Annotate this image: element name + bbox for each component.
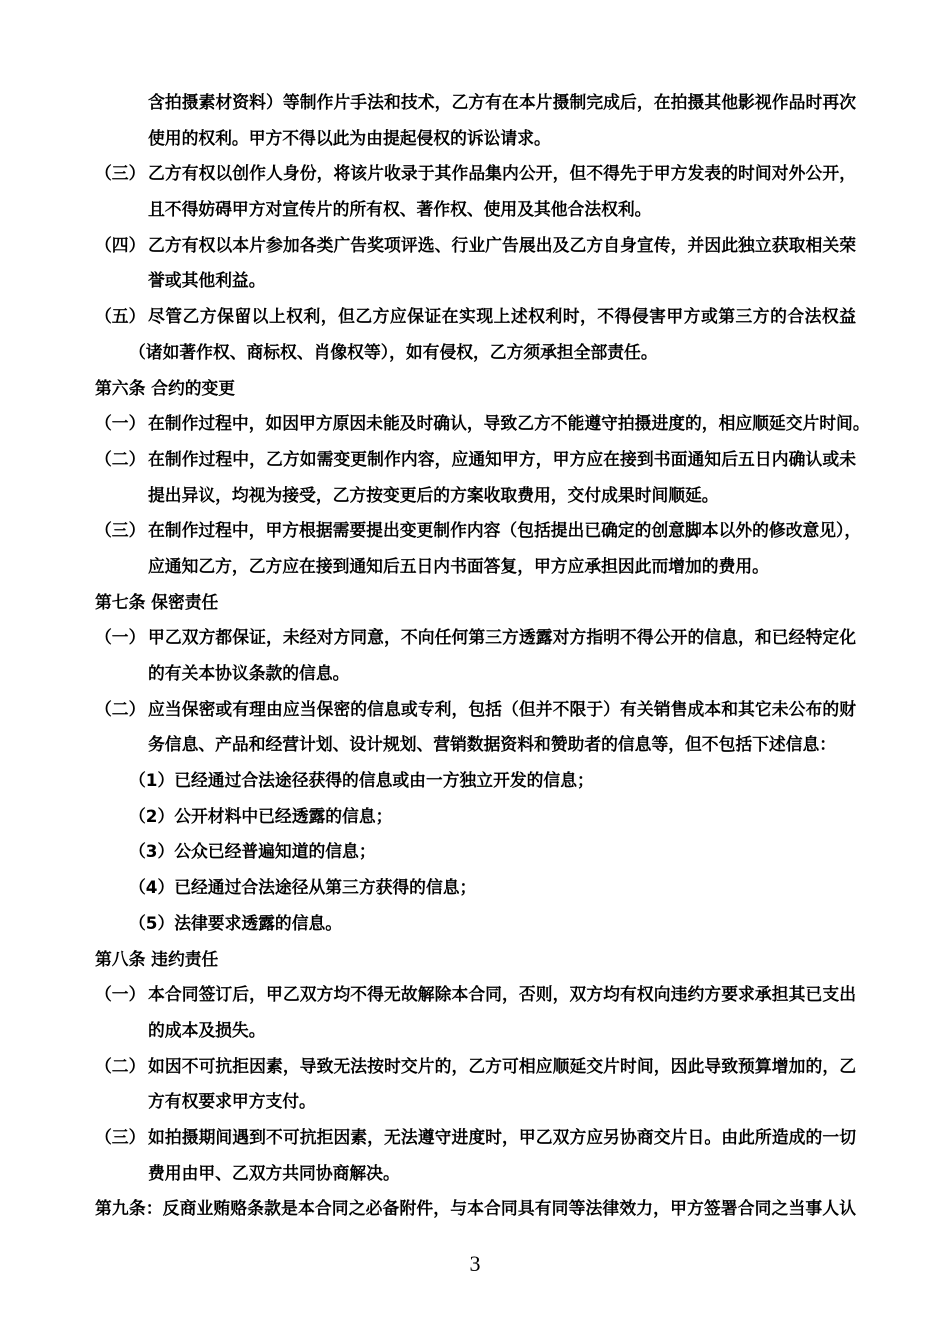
line-text: 乙方有权以创作人身份，将该片收录于其作品集内公开，但不得先于甲方发表的时间对外公开，	[148, 163, 856, 184]
sub-item	[95, 763, 856, 799]
section-heading	[95, 942, 856, 978]
item-marker: （一）	[95, 627, 146, 648]
paragraph	[95, 692, 856, 763]
sub-item	[95, 834, 856, 870]
paragraph	[95, 442, 856, 513]
text-line	[95, 692, 856, 728]
item-marker: （二）	[95, 698, 146, 719]
paragraph	[95, 85, 856, 156]
item-marker: （一）	[95, 984, 146, 1005]
line-text: 务信息、产品和经营计划、设计规划、营销数据资料和赞助者的信息等，但不包括下述信息：	[148, 734, 837, 755]
line-text: 第七条 保密责任	[95, 591, 219, 612]
line-text: 在制作过程中，甲方根据需要提出变更制作内容（包括提出已确定的创意脚本以外的修改意见），	[148, 520, 862, 541]
line-text: （4）已经通过合法途径从第三方获得的信息；	[129, 877, 477, 898]
text-line	[95, 656, 856, 692]
item-marker: （三）	[95, 1126, 146, 1147]
line-text: 的有关本协议条款的信息。	[148, 663, 350, 683]
line-text: 在制作过程中，如因甲方原因未能及时确认，导致乙方不能遵守拍摄进度的，相应顺延交片时间。	[148, 413, 870, 434]
item-marker: （二）	[95, 448, 146, 469]
paragraph	[95, 1049, 856, 1120]
text-line	[95, 263, 856, 299]
clause-paragraph	[95, 1191, 856, 1227]
line-text: 应通知乙方，乙方应在接到通知后五日内书面答复，甲方应承担因此而增加的费用。	[148, 555, 769, 576]
text-line	[95, 942, 856, 978]
text-line	[95, 727, 856, 763]
line-text: 誉或其他利益。	[148, 270, 266, 291]
text-line	[95, 371, 856, 407]
paragraph	[95, 156, 856, 227]
text-line	[95, 156, 856, 192]
line-text: （诸如著作权、商标权、肖像权等），如有侵权，乙方须承担全部责任。	[129, 341, 658, 362]
item-marker: （一）	[95, 413, 146, 434]
text-line	[95, 1049, 856, 1085]
text-line	[95, 1156, 856, 1192]
line-text: （3）公众已经普遍知道的信息；	[129, 841, 376, 862]
text-line	[95, 1120, 856, 1156]
paragraph	[95, 1120, 856, 1191]
text-line	[95, 977, 856, 1013]
paragraph	[95, 228, 856, 299]
text-line	[95, 620, 856, 656]
sub-item	[95, 799, 856, 835]
line-text: 第六条 合约的变更	[95, 377, 236, 398]
item-marker: （二）	[95, 1055, 146, 1076]
text-line	[95, 335, 856, 371]
item-marker: （三）	[95, 163, 146, 184]
text-line	[95, 834, 856, 870]
line-text: （5）法律要求透露的信息。	[129, 912, 343, 933]
line-text: 且不得妨碍甲方对宣传片的所有权、著作权、使用及其他合法权利。	[148, 199, 652, 220]
text-line	[95, 1084, 856, 1120]
paragraph	[95, 620, 856, 691]
contract-body	[95, 85, 870, 1227]
paragraph	[95, 406, 870, 442]
line-text: 如拍摄期间遇到不可抗拒因素，无法遵守进度时，甲乙双方应另协商交片日。由此所造成的一切	[148, 1126, 856, 1147]
text-line	[95, 1013, 856, 1049]
line-text: 在制作过程中，乙方如需变更制作内容，应通知甲方，甲方应在接到书面通知后五日内确认或未	[148, 448, 856, 469]
paragraph	[95, 299, 856, 370]
line-text: 的成本及损失。	[148, 1019, 266, 1040]
line-text: 第九条：反商业贿赂条款是本合同之必备附件，与本合同具有同等法律效力，甲方签署合同之当事人认	[95, 1198, 856, 1219]
line-text: 方有权要求甲方支付。	[148, 1091, 316, 1112]
text-line	[95, 299, 856, 335]
line-text: 本合同签订后，甲乙双方均不得无故解除本合同，否则，双方均有权向违约方要求承担其已支出	[148, 984, 856, 1005]
line-text: （2）公开材料中已经透露的信息；	[129, 805, 393, 826]
text-line	[95, 870, 856, 906]
text-line	[95, 442, 856, 478]
line-text: 含拍摄素材资料）等制作片手法和技术，乙方有在本片摄制完成后，在拍摄其他影视作品时再次	[148, 92, 856, 112]
section-heading	[95, 371, 856, 407]
line-text: 甲乙双方都保证，未经对方同意，不向任何第三方透露对方指明不得公开的信息，和已经特定化	[148, 627, 856, 648]
text-line	[95, 906, 856, 942]
text-line	[95, 406, 870, 442]
line-text: 乙方有权以本片参加各类广告奖项评选、行业广告展出及乙方自身宣传，并因此独立获取相关荣	[148, 234, 856, 255]
text-line	[95, 85, 856, 121]
item-marker: （三）	[95, 520, 146, 541]
line-text: 应当保密或有理由应当保密的信息或专利，包括（但并不限于）有关销售成本和其它未公布的财	[148, 698, 856, 719]
sub-item	[95, 906, 856, 942]
line-text: 费用由甲、乙双方共同协商解决。	[148, 1162, 400, 1183]
item-marker: （四）	[95, 234, 146, 255]
text-line	[95, 478, 856, 514]
text-line	[95, 121, 856, 157]
text-line	[95, 228, 856, 264]
text-line	[95, 799, 856, 835]
section-heading	[95, 585, 856, 621]
text-line	[95, 549, 856, 585]
text-line	[95, 585, 856, 621]
line-text: 第八条 违约责任	[95, 948, 219, 969]
text-line	[95, 192, 856, 228]
sub-item	[95, 870, 856, 906]
line-text: 如因不可抗拒因素，导致无法按时交片的，乙方可相应顺延交片时间，因此导致预算增加的，乙	[148, 1055, 856, 1076]
text-line	[95, 1191, 856, 1227]
line-text: （1）已经通过合法途径获得的信息或由一方独立开发的信息；	[129, 770, 594, 791]
text-line	[95, 513, 862, 549]
paragraph	[95, 513, 862, 584]
line-text: 使用的权利。甲方不得以此为由提起侵权的诉讼请求。	[148, 127, 551, 148]
line-text: 尽管乙方保留以上权利，但乙方应保证在实现上述权利时，不得侵害甲方或第三方的合法权益	[148, 306, 856, 327]
text-line	[95, 763, 856, 799]
line-text: 提出异议，均视为接受，乙方按变更后的方案收取费用，交付成果时间顺延。	[148, 484, 719, 505]
page-number: 3	[469, 1251, 481, 1276]
item-marker: （五）	[95, 306, 146, 327]
paragraph	[95, 977, 856, 1048]
